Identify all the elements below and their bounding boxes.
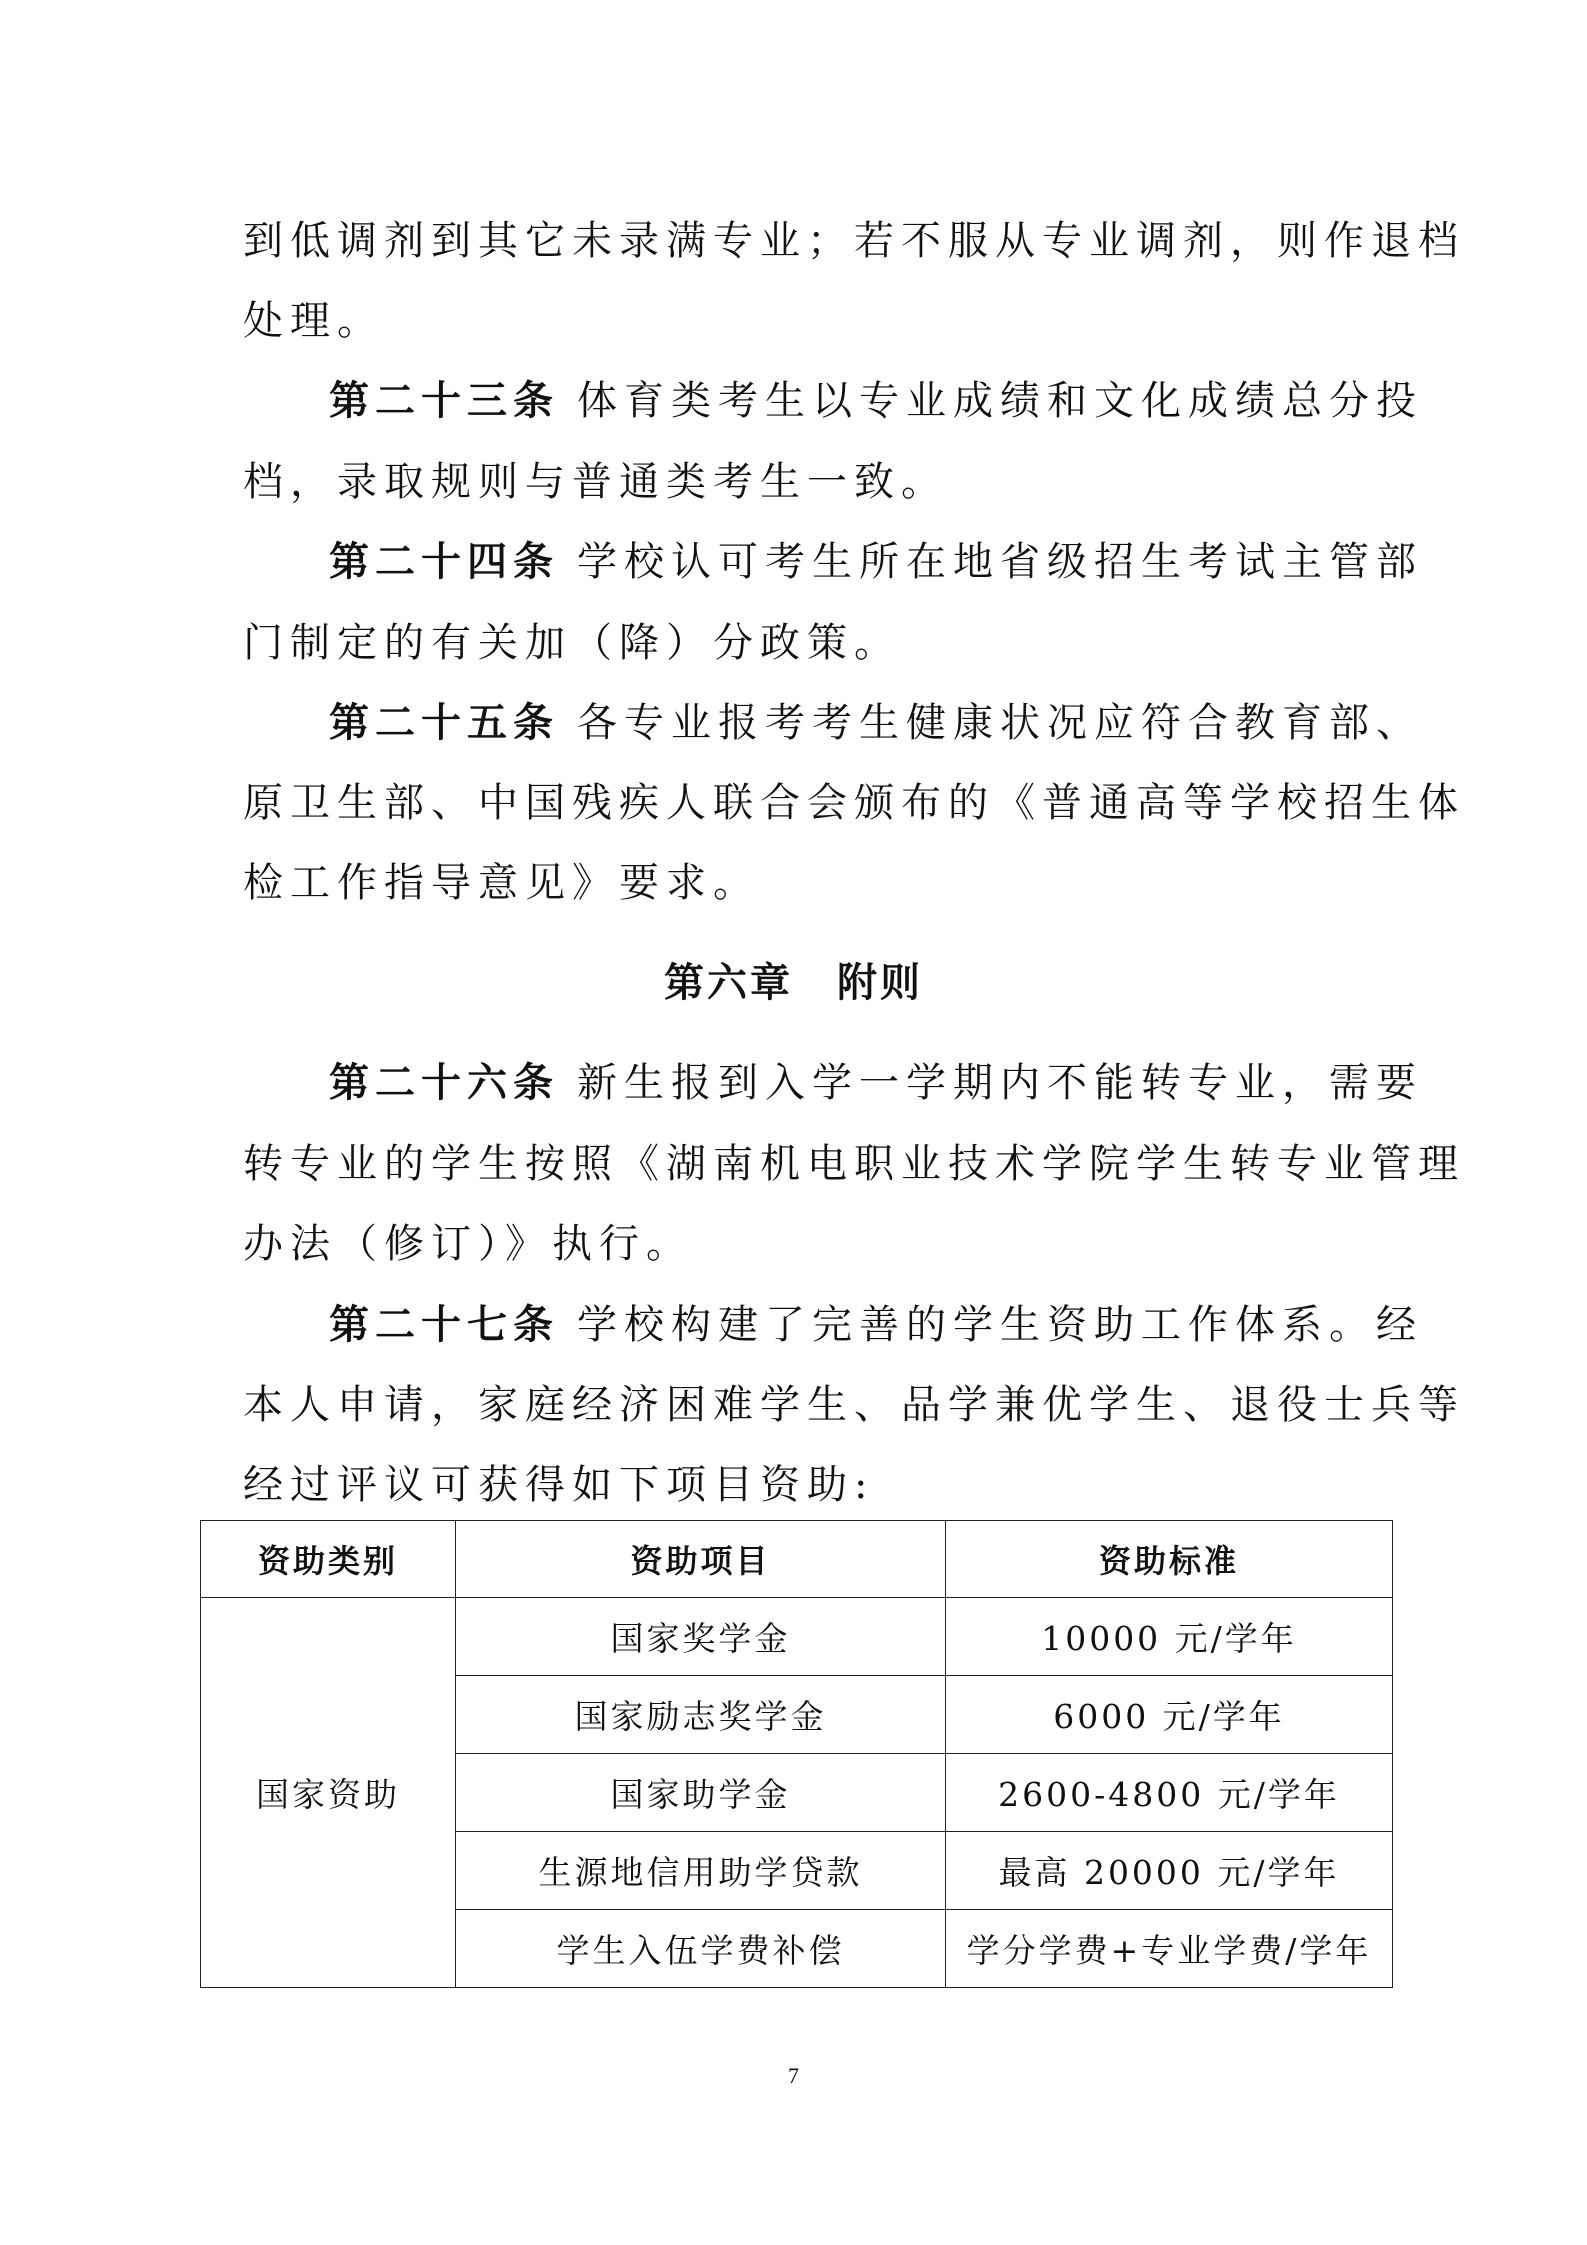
- column-header: 资助类别: [201, 1521, 456, 1598]
- item-cell: 生源地信用助学贷款: [456, 1832, 946, 1910]
- item-cell: 国家奖学金: [456, 1598, 946, 1676]
- article-25: [329, 696, 1423, 750]
- article-text: 新生报到入学一学期内不能转专业，需要: [577, 1060, 1423, 1106]
- column-header: 资助标准: [946, 1521, 1393, 1598]
- item-cell: 国家助学金: [456, 1754, 946, 1832]
- article-26: [329, 1056, 1423, 1110]
- paragraph-line: 经过评议可获得如下项目资助:: [243, 1462, 875, 1508]
- standard-cell: 最高 20000 元/学年: [946, 1832, 1393, 1910]
- chapter-name: 附则: [837, 960, 923, 1006]
- chapter-number: 第六章: [664, 960, 793, 1006]
- paragraph-line: 检工作指导意见》要求。: [243, 860, 760, 906]
- article-title: 第二十四条: [329, 539, 559, 585]
- paragraph-line: 原卫生部、中国残疾人联合会颁布的《普通高等学校招生体: [243, 780, 1465, 826]
- paragraph-line: 到低调剂到其它未录满专业；若不服从专业调剂，则作退档: [243, 218, 1465, 264]
- article-text: 学校构建了完善的学生资助工作体系。经: [577, 1302, 1423, 1348]
- article-text: 体育类考生以专业成绩和文化成绩总分投: [577, 378, 1423, 424]
- article-text: 各专业报考考生健康状况应符合教育部、: [577, 700, 1423, 746]
- chapter-heading: [0, 956, 1587, 1010]
- paragraph-line: 本人申请，家庭经济困难学生、品学兼优学生、退役士兵等: [243, 1382, 1465, 1428]
- article-title: 第二十五条: [329, 700, 559, 746]
- article-24: [329, 535, 1423, 589]
- paragraph-line: 办法（修订）》执行。: [243, 1221, 693, 1267]
- paragraph-line: 门制定的有关加（降）分政策。: [243, 620, 901, 666]
- standard-cell: 学分学费+专业学费/学年: [946, 1910, 1393, 1988]
- item-cell: 国家励志奖学金: [456, 1676, 946, 1754]
- article-title: 第二十六条: [329, 1060, 559, 1106]
- column-header: 资助项目: [456, 1521, 946, 1598]
- standard-cell: 2600-4800 元/学年: [946, 1754, 1393, 1832]
- standard-cell: 10000 元/学年: [946, 1598, 1393, 1676]
- standard-cell: 6000 元/学年: [946, 1676, 1393, 1754]
- article-title: 第二十三条: [329, 378, 559, 424]
- item-cell: 学生入伍学费补偿: [456, 1910, 946, 1988]
- table-header-row: [201, 1521, 1393, 1598]
- article-27: [329, 1298, 1423, 1352]
- paragraph-line: 处理。: [243, 298, 384, 344]
- paragraph-line: 转专业的学生按照《湖南机电职业技术学院学生转专业管理: [243, 1141, 1465, 1187]
- article-23: [329, 374, 1423, 428]
- aid-table: [200, 1520, 1393, 1988]
- article-title: 第二十七条: [329, 1302, 559, 1348]
- paragraph-line: 档，录取规则与普通类考生一致。: [243, 459, 948, 505]
- table-row: [201, 1598, 1393, 1676]
- category-cell: 国家资助: [201, 1598, 456, 1988]
- page-number: 7: [788, 2063, 799, 2088]
- article-text: 学校认可考生所在地省级招生考试主管部: [577, 539, 1423, 585]
